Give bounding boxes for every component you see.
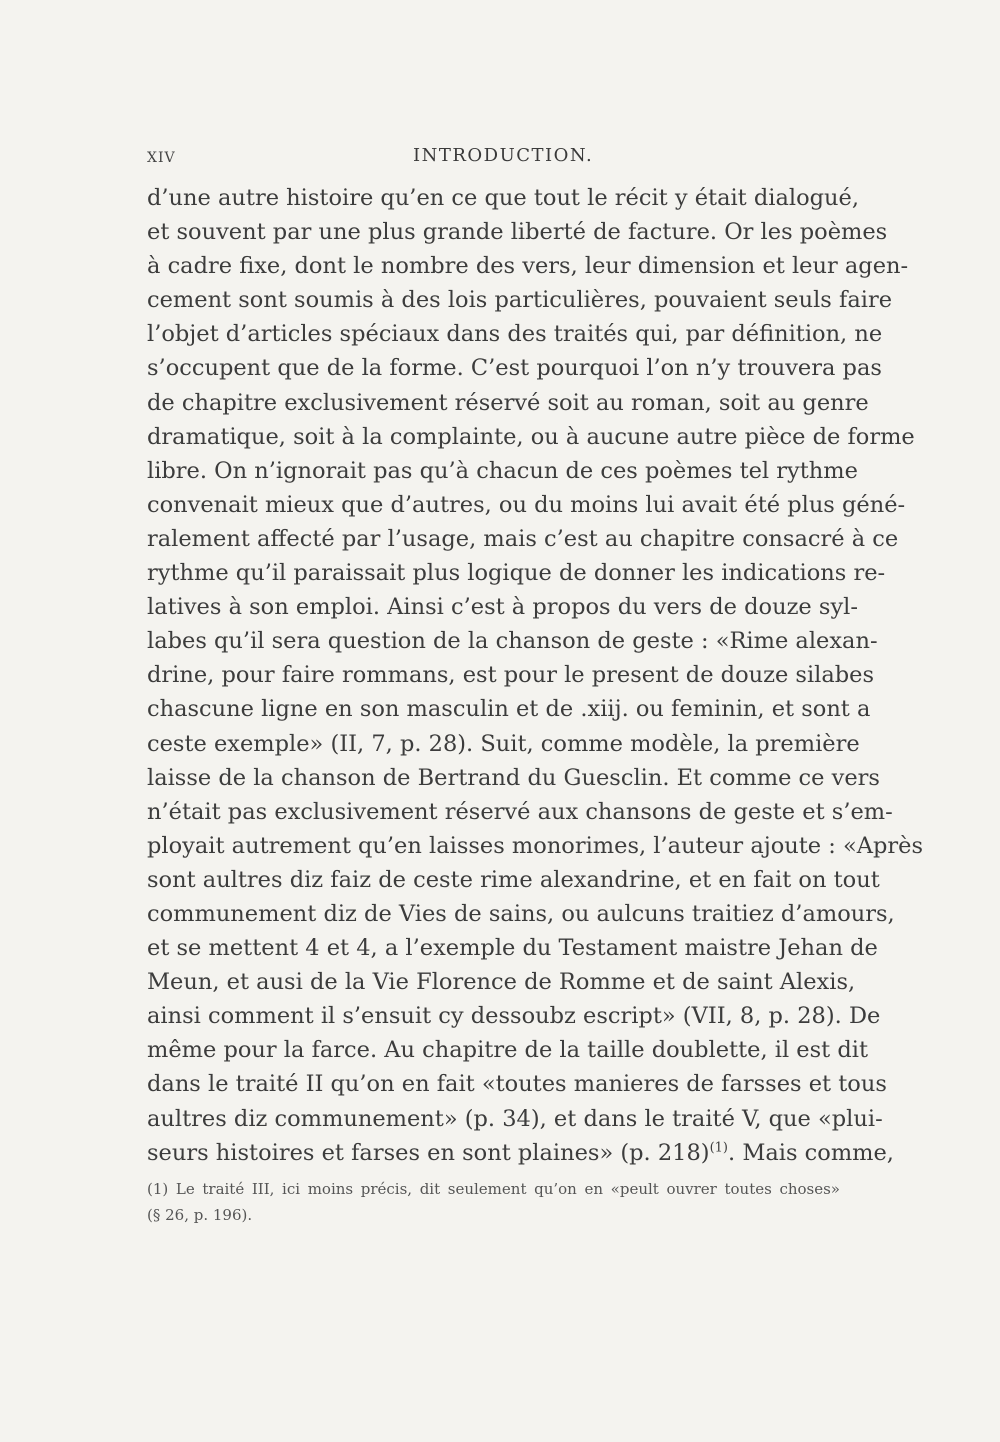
text-line: ceste exemple» (II, 7, p. 28). Suit, comme modèle, la première bbox=[147, 730, 860, 757]
text-line: latives à son emploi. Ainsi c’est à propos du vers de douze syl- bbox=[147, 594, 858, 621]
text-line: de chapitre exclusivement réservé soit au roman, soit au genre bbox=[147, 389, 869, 416]
text-line-head: seurs histoires et farses en sont plaines» (p. 218) bbox=[147, 1139, 710, 1166]
text-line: libre. On n’ignorait pas qu’à chacun de ces poèmes tel rythme bbox=[147, 457, 858, 484]
text-line: ralement affecté par l’usage, mais c’est au chapitre consacré à ce bbox=[147, 525, 899, 552]
text-line: convenait mieux que d’autres, ou du moins lui avait été plus géné- bbox=[147, 491, 906, 518]
text-line: drine, pour faire rommans, est pour le present de douze silabes bbox=[147, 662, 875, 689]
text-line: sont aultres diz faiz de ceste rime alexandrine, et en fait on tout bbox=[147, 866, 880, 893]
footnote-reference: (1) bbox=[709, 1140, 729, 1156]
text-line: laisse de la chanson de Bertrand du Guesclin. Et comme ce vers bbox=[147, 764, 880, 791]
text-line: dramatique, soit à la complainte, ou à aucune autre pièce de forme bbox=[147, 423, 915, 450]
text-line: s’occupent que de la forme. C’est pourquoi l’on n’y trouvera pas bbox=[147, 355, 882, 382]
text-line: Meun, et ausi de la Vie Florence de Romme et de saint Alexis, bbox=[147, 969, 856, 996]
text-line: l’objet d’articles spéciaux dans des traités qui, par définition, ne bbox=[147, 321, 883, 348]
text-line-last bbox=[147, 1136, 894, 1170]
text-line: d’une autre histoire qu’en ce que tout le récit y était dialogué, bbox=[147, 185, 859, 211]
text-line: n’était pas exclusivement réservé aux chansons de geste et s’em- bbox=[147, 798, 893, 825]
text-line: communement diz de Vies de sains, ou aulcuns traitiez d’amours, bbox=[147, 900, 895, 927]
text-line: cement sont soumis à des lois particulières, pouvaient seuls faire bbox=[147, 287, 893, 314]
footnotes bbox=[147, 1176, 840, 1228]
footnote-1-line-2: (§ 26, p. 196). bbox=[147, 1206, 253, 1224]
text-line: même pour la farce. Au chapitre de la taille doublette, il est dit bbox=[147, 1037, 868, 1064]
text-line: aultres diz communement» (p. 34), et dans le traité V, que «plui- bbox=[147, 1105, 883, 1132]
text-line: à cadre fixe, dont le nombre des vers, leur dimension et leur agen- bbox=[147, 253, 909, 280]
text-line: ainsi comment il s’ensuit cy dessoubz escript» (VII, 8, p. 28). De bbox=[147, 1003, 881, 1030]
text-line: labes qu’il sera question de la chanson de geste : «Rime alexan- bbox=[147, 628, 878, 655]
running-head: INTRODUCTION. bbox=[413, 145, 594, 166]
text-line: et se mettent 4 et 4, a l’exemple du Testament maistre Jehan de bbox=[147, 935, 878, 962]
body-text bbox=[147, 181, 924, 1170]
text-line: ployait autrement qu’en laisses monorimes, l’auteur ajoute : «Après bbox=[147, 832, 924, 859]
text-line: chascune ligne en son masculin et de .xiij. ou feminin, et sont a bbox=[147, 696, 871, 723]
page-number: XIV bbox=[147, 150, 176, 166]
text-line: rythme qu’il paraissait plus logique de donner les indications re- bbox=[147, 560, 886, 587]
text-line: et souvent par une plus grande liberté de facture. Or les poèmes bbox=[147, 219, 888, 246]
footnote-1-line-1: (1) Le traité III, ici moins précis, dit seulement qu’on en «peult ouvrer toutes choses» bbox=[147, 1180, 840, 1198]
text-line: dans le traité II qu’on en fait «toutes manieres de farsses et tous bbox=[147, 1071, 887, 1098]
text-line-tail: . Mais comme, bbox=[728, 1139, 894, 1166]
